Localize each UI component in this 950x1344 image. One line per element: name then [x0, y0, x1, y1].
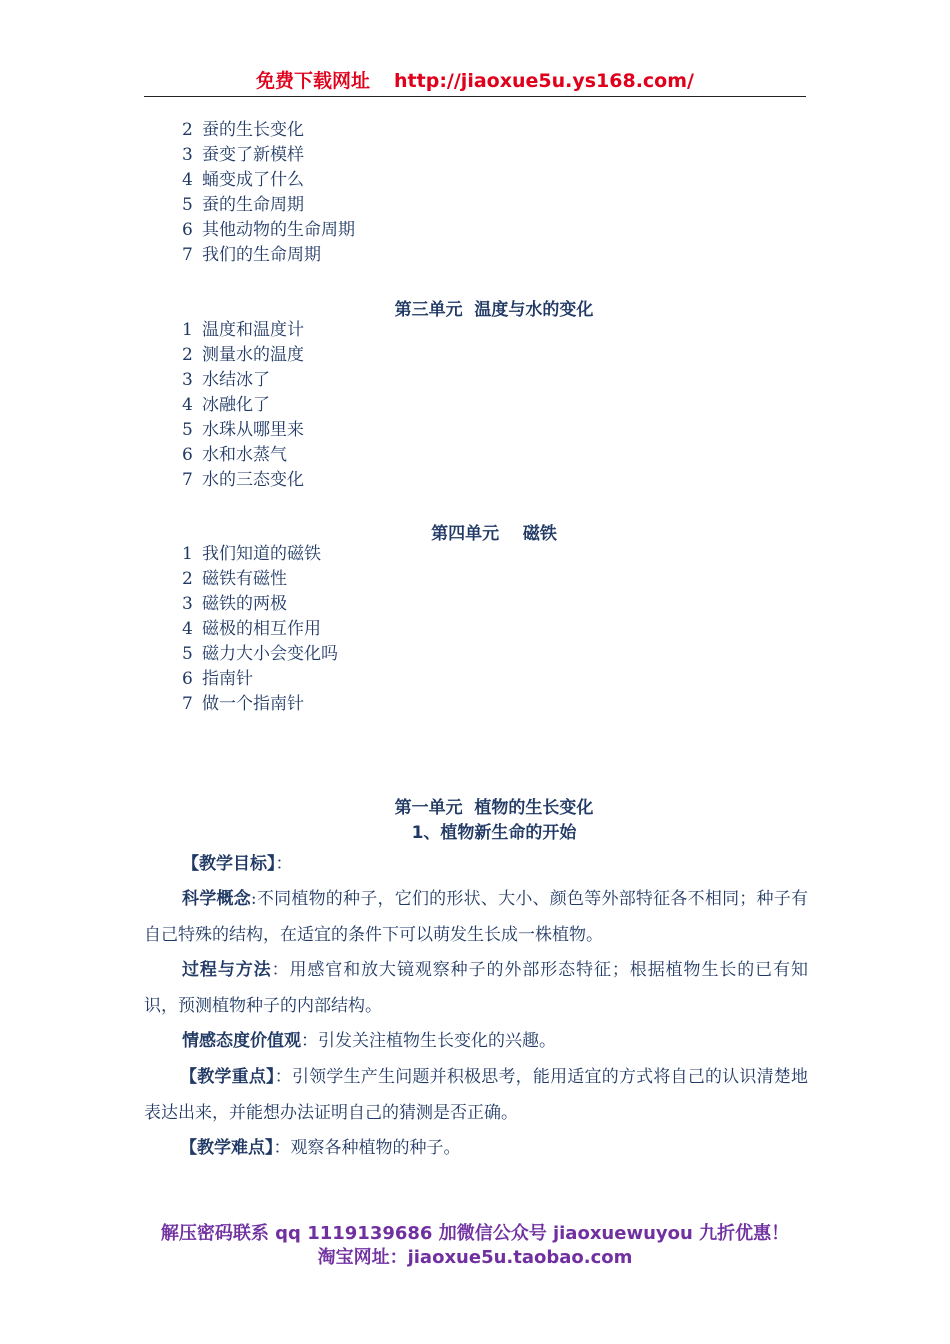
- objectives-heading: [144, 846, 808, 882]
- difficulty-label: 【教学难点】: [180, 1138, 274, 1158]
- lesson-number: 4: [182, 170, 193, 190]
- objectives-suffix: ：: [275, 854, 293, 874]
- lesson-number: 6: [182, 445, 193, 465]
- lesson-title-text: 蚕变了新模样: [202, 145, 304, 165]
- lesson-title-text: 蚕的生命周期: [202, 195, 304, 215]
- lesson-number: 6: [182, 669, 193, 689]
- process-method-label: 过程与方法: [182, 960, 272, 980]
- lesson-number: 7: [182, 245, 193, 265]
- lesson-title-text: 冰融化了: [202, 395, 270, 415]
- key-point-paragraph: [144, 1059, 808, 1131]
- lesson-item: [182, 443, 304, 468]
- process-method-text: ：用感官和放大镜观察种子的外部形态特征；根据植物生长的已有知识，预测植物种子的内部结构。: [144, 960, 809, 1016]
- difficulty-paragraph: [144, 1130, 808, 1166]
- unit3-title: 第三单元 温度与水的变化: [394, 300, 594, 320]
- attitude-text: ：引发关注植物生长变化的兴趣。: [301, 1031, 556, 1051]
- lesson-number: 1: [182, 320, 193, 340]
- lesson-title-text: 水珠从哪里来: [202, 420, 304, 440]
- lesson-title-text: 磁极的相互作用: [202, 619, 321, 639]
- difficulty-text: ：观察各种植物的种子。: [273, 1138, 461, 1158]
- lesson-title-text: 水结冰了: [202, 370, 270, 390]
- lesson-title: 1、植物新生命的开始: [411, 823, 577, 843]
- lesson-number: 4: [182, 395, 193, 415]
- lesson-item: [182, 567, 338, 592]
- footer-contact-line: 解压密码联系 qq 1119139686 加微信公众号 jiaoxuewuyou 九折优惠！: [160, 1223, 790, 1244]
- lesson-title-text: 其他动物的生命周期: [202, 220, 355, 240]
- lesson-number: 2: [182, 345, 193, 365]
- lesson-item: [182, 168, 355, 193]
- lesson-item: [182, 592, 338, 617]
- science-concept-text: :不同植物的种子，它们的形状、大小、颜色等外部特征各不相同；种子有自己特殊的结构，在适宜的条件下可以萌发生长成一株植物。: [144, 889, 808, 945]
- lesson-title-text: 蚕的生长变化: [202, 120, 304, 140]
- lesson-number: 6: [182, 220, 193, 240]
- lesson-item: [182, 542, 338, 567]
- key-point-label: 【教学重点】: [180, 1067, 275, 1087]
- lesson-item: [182, 368, 304, 393]
- unit1-title: 第一单元 植物的生长变化: [394, 798, 594, 818]
- lesson-number: 1: [182, 544, 193, 564]
- header-url-link[interactable]: http://jiaoxue5u.ys168.com/: [394, 70, 694, 92]
- lesson-number: 3: [182, 594, 193, 614]
- lesson-item: [182, 218, 355, 243]
- objectives-label: 【教学目标】: [182, 854, 276, 874]
- process-method-paragraph: [144, 952, 808, 1024]
- lesson-item: [182, 118, 355, 143]
- lesson-item: [182, 193, 355, 218]
- lesson-number: 7: [182, 470, 193, 490]
- attitude-paragraph: [144, 1023, 808, 1059]
- unit4-title: 第四单元 磁铁: [431, 524, 557, 544]
- lesson-item: [182, 468, 304, 493]
- lesson-item: [182, 393, 304, 418]
- lesson-number: 3: [182, 145, 193, 165]
- lesson-number: 2: [182, 569, 193, 589]
- lesson-item: [182, 143, 355, 168]
- lesson-title-text: 磁铁的两极: [202, 594, 287, 614]
- page-header: [144, 66, 806, 97]
- unit4-lesson-list: [182, 542, 338, 717]
- lesson-title-text: 蛹变成了什么: [202, 170, 304, 190]
- lesson-title-text: 我们的生命周期: [202, 245, 321, 265]
- lesson-item: [182, 243, 355, 268]
- lesson-item: [182, 343, 304, 368]
- lesson-number: 5: [182, 195, 193, 215]
- lesson-number: 4: [182, 619, 193, 639]
- science-concept-paragraph: [144, 881, 808, 953]
- lesson-title-text: 做一个指南针: [202, 694, 304, 714]
- lesson-title-text: 水的三态变化: [202, 470, 304, 490]
- lesson-number: 7: [182, 694, 193, 714]
- lesson-title-text: 水和水蒸气: [202, 445, 287, 465]
- lesson-title-text: 温度和温度计: [202, 320, 304, 340]
- lesson-number: 5: [182, 644, 193, 664]
- lesson-title-text: 指南针: [202, 669, 253, 689]
- lesson-title-text: 磁铁有磁性: [202, 569, 287, 589]
- lesson-item: [182, 667, 338, 692]
- key-point-text: ：引领学生产生问题并积极思考，能用适宜的方式将自己的认识清楚地表达出来，并能想办法证明自己的猜测是否正确。: [144, 1067, 808, 1123]
- lesson-number: 3: [182, 370, 193, 390]
- lesson-title-text: 我们知道的磁铁: [202, 544, 321, 564]
- lesson-number: 5: [182, 420, 193, 440]
- unit3-lesson-list: [182, 318, 304, 493]
- header-label: 免费下载网址: [256, 70, 371, 92]
- science-concept-label: 科学概念: [182, 889, 251, 909]
- lesson-item: [182, 617, 338, 642]
- footer-shop-link[interactable]: 淘宝网址：jiaoxue5u.taobao.com: [317, 1247, 633, 1268]
- lesson-title-text: 测量水的温度: [202, 345, 304, 365]
- lesson-item: [182, 642, 338, 667]
- lesson-title-text: 磁力大小会变化吗: [202, 644, 338, 664]
- lesson-item: [182, 418, 304, 443]
- lesson-item: [182, 692, 338, 717]
- lesson-number: 2: [182, 120, 193, 140]
- lesson-item: [182, 318, 304, 343]
- unit2-lesson-list: [182, 118, 355, 268]
- attitude-label: 情感态度价值观: [182, 1031, 301, 1051]
